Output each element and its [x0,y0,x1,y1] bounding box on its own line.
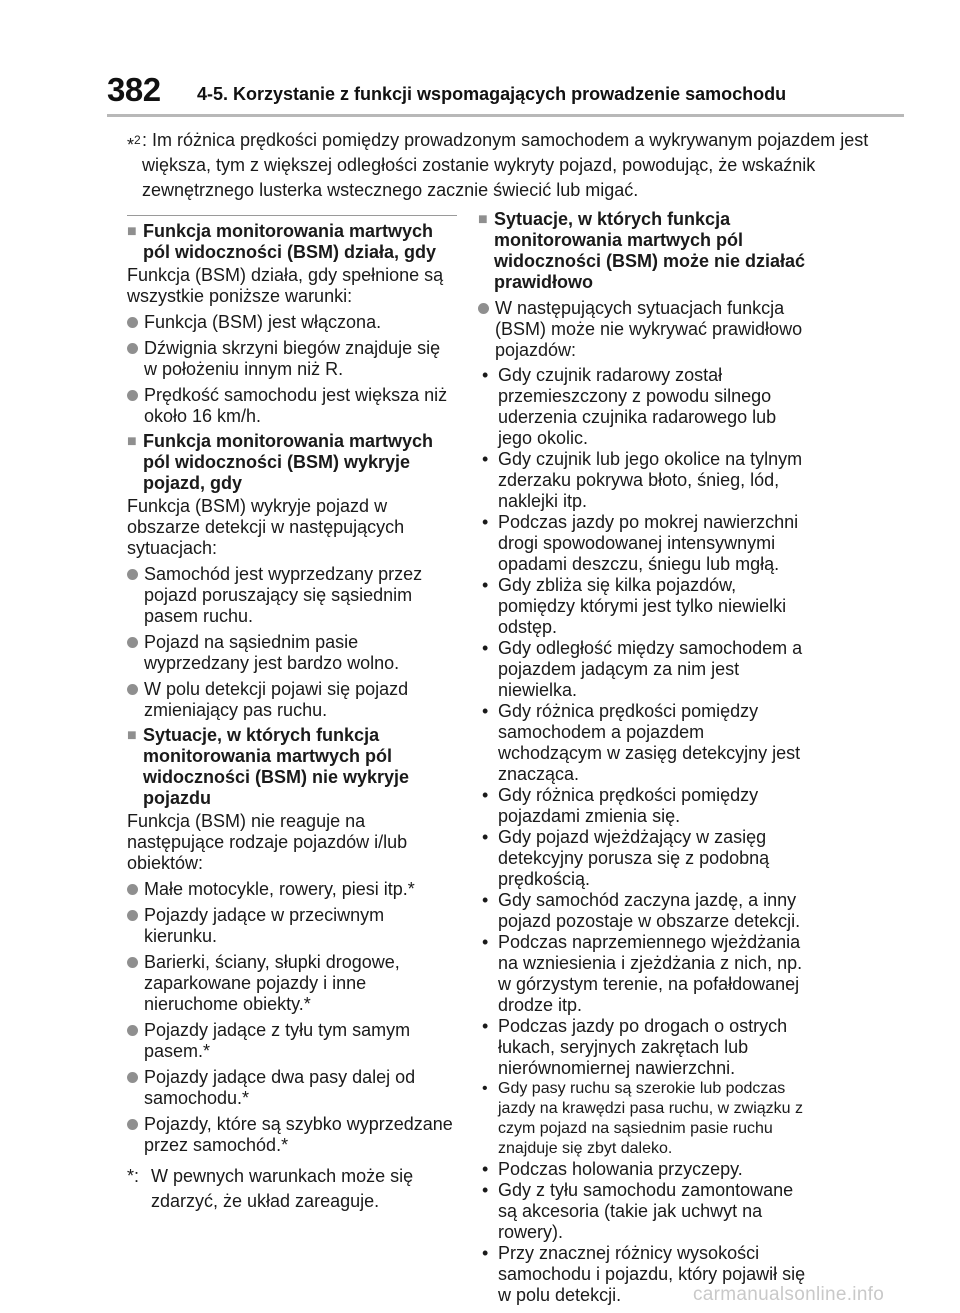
dash-item: • Gdy zbliża się kilka pojazdów, pomiędzy którymi jest tylko niewielki odstęp. [482,575,787,637]
square-bullet-icon: ■ [127,727,137,744]
list-item: Samochód jest wyprzedzany przez pojazd poruszający się sąsiednim pasem ruchu. [127,564,457,627]
footnote-marker: *$^2$ [127,133,141,155]
dash-item: • Gdy pojazd wjeżdżający w zasięg detekcyjny porusza się z podobną prędkością. [482,827,770,889]
circle-bullet-icon [127,1072,138,1083]
page-number: 382 [107,71,161,108]
section-heading: ■ Funkcja monitorowania martwych pól widoczności (BSM) działa, gdy [127,221,437,262]
circle-bullet-icon [127,637,138,648]
section-heading: ■ Funkcja monitorowania martwych pól widoczności (BSM) wykryje pojazd, gdy [127,431,434,493]
list-item: Dźwignia skrzyni biegów znajduje się w położeniu innym niż R. [127,338,457,380]
list-item: Pojazdy jadące z tyłu tym samym pasem.* [127,1020,457,1062]
dash-item: • Gdy czujnik lub jego okolice na tylnym zderzaku pokrywa błoto, śnieg, lód, naklejki itp. [482,449,803,511]
circle-bullet-icon [127,390,138,401]
list-item: Funkcja (BSM) jest włączona. [127,312,457,333]
list-item: Barierki, ściany, słupki drogowe, zaparkowane pojazdy i inne nieruchome obiekty.* [127,952,457,1015]
note-marker: *: [127,1166,140,1186]
section-heading: ■ Sytuacje, w których funkcja monitorowania martwych pól widoczności (BSM) nie wykryje pojazdu [127,725,410,808]
list-item: Pojazdy jadące dwa pasy dalej od samochodu.* [127,1067,457,1109]
dash-item: • Gdy samochód zaczyna jazdę, a inny pojazd pozostaje w obszarze detekcji. [482,890,801,931]
square-bullet-icon: ■ [127,223,137,240]
dash-item: • Gdy różnica prędkości pomiędzy samochodem a pojazdem wchodzącym w zasięg detekcyjny jest znacząca. [482,701,801,784]
left-column [127,215,457,1214]
dash-item: • Gdy różnica prędkości pomiędzy pojazdami zmienia się. [482,785,759,826]
right-column [478,209,808,1306]
circle-bullet-icon [127,569,138,580]
square-bullet-icon: ■ [478,211,488,228]
circle-bullet-icon [127,684,138,695]
circle-bullet-icon [478,303,489,314]
note-text: W pewnych warunkach może się zdarzyć, że układ zareaguje. [151,1166,414,1211]
circle-bullet-icon [127,343,138,354]
header-divider [107,114,904,117]
circle-bullet-icon [127,910,138,921]
footnote-text: : Im różnica prędkości pomiędzy prowadzonym samochodem a wykrywanym pojazdem jest większa, tym z większej odległości zostanie wykryty pojazd, powodując, że wskaźnik zewnętrznego lusterka wstecznego zacznie świecić lub migać. [142,130,869,200]
dash-item: • Gdy odległość między samochodem a pojazdem jadącym za nim jest niewielka. [482,638,803,700]
section-title: 4-5. Korzystanie z funkcji wspomagających prowadzenie samochodu [197,84,787,104]
circle-bullet-icon [127,957,138,968]
list-item: Pojazdy, które są szybko wyprzedzane przez samochód.* [127,1114,457,1156]
list-item: Małe motocykle, rowery, piesi itp.* [127,879,457,900]
dash-item: • Przy znacznej różnicy wysokości samochodu i pojazdu, który pojawił się w polu detekcji. [482,1243,806,1305]
page-header [0,0,960,118]
section-heading: ■ Sytuacje, w których funkcja monitorowania martwych pól widoczności (BSM) może nie działać prawidłowo [478,209,806,292]
circle-bullet-icon [127,884,138,895]
list-item: Prędkość samochodu jest większa niż około 16 km/h. [127,385,457,427]
dash-item: • Gdy pasy ruchu są szerokie lub podczas jazdy na krawędzi pasa ruchu, w związku z czym pojazd na sąsiednim pasie ruchu znajduje się zbyt daleko. [482,1080,804,1157]
square-bullet-icon: ■ [127,433,137,450]
section-intro: Funkcja (BSM) działa, gdy spełnione są wszystkie poniższe warunki: [127,265,444,306]
list-item: Pojazdy jadące w przeciwnym kierunku. [127,905,457,947]
dash-item: • Podczas jazdy po drogach o ostrych łukach, seryjnych zakrętach lub nierównomiernej nawierzchni. [482,1016,788,1078]
dash-item: • Gdy z tyłu samochodu zamontowane są akcesoria (takie jak uchwyt na rowery). [482,1180,794,1242]
circle-bullet-icon [127,1025,138,1036]
watermark: carmanualsonline.info [693,1284,885,1305]
list-item: Pojazd na sąsiednim pasie wyprzedzany jest bardzo wolno. [127,632,457,674]
dash-item: • Gdy czujnik radarowy został przemieszczony z powodu silnego uderzenia czujnika radarowego lub jego okolic. [482,365,777,448]
list-item: W następujących sytuacjach funkcja (BSM) może nie wykrywać prawidłowo pojazdów: [478,298,808,361]
top-footnote [127,128,907,203]
dash-item: • Podczas jazdy po mokrej nawierzchni drogi spowodowanej intensywnymi opadami deszczu, śniegu lub mgłą. [482,512,799,574]
asterisk-note [127,1164,457,1214]
dash-item: • Podczas naprzemiennego wjeżdżania na wzniesienia i zjeżdżania z nich, np. w górzystym terenie, na pofałdowanej drodze itp. [482,932,803,1015]
section-intro: Funkcja (BSM) wykryje pojazd w obszarze detekcji w następujących sytuacjach: [127,496,405,558]
dash-item: • Podczas holowania przyczepy. [482,1159,743,1179]
section-intro: Funkcja (BSM) nie reaguje na następujące rodzaje pojazdów i/lub obiektów: [127,811,408,873]
circle-bullet-icon [127,1119,138,1130]
list-item: W polu detekcji pojawi się pojazd zmieniający pas ruchu. [127,679,457,721]
circle-bullet-icon [127,317,138,328]
